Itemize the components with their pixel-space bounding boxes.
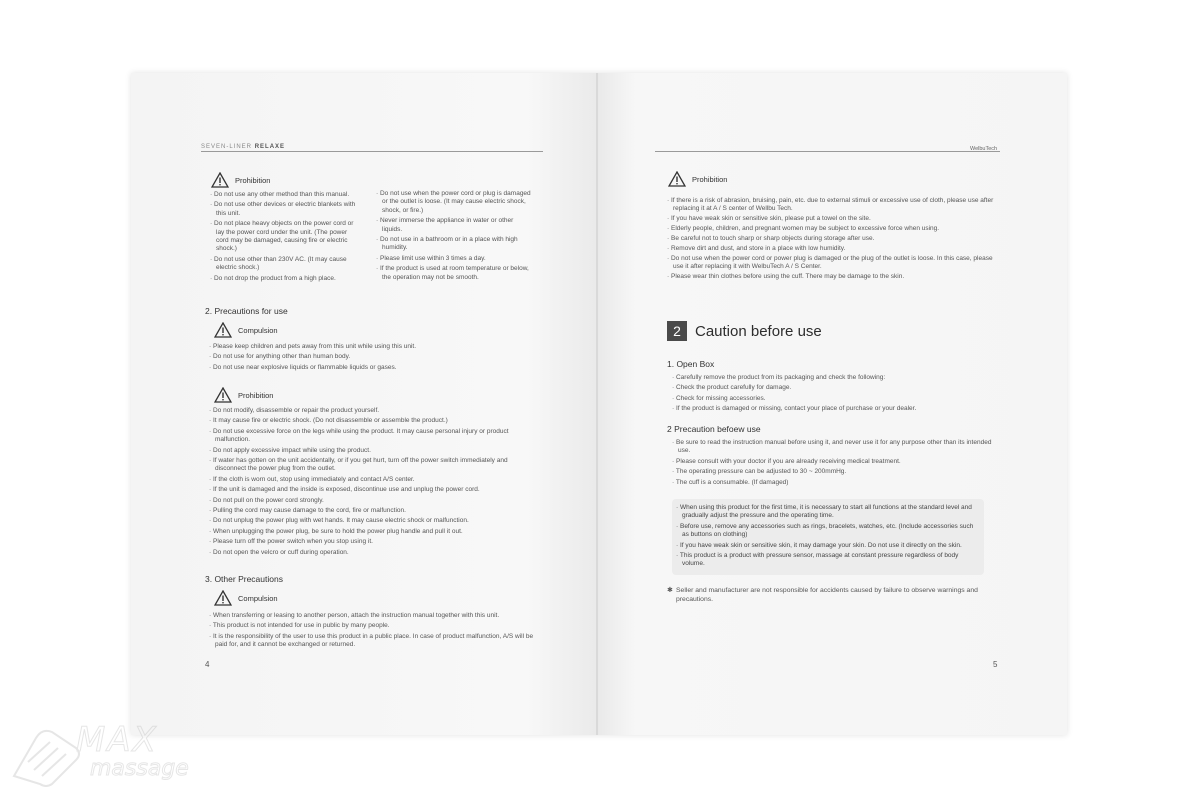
list-item: · If the product is damaged or missing, contact your place of purchase or your dealer. [672,405,1002,413]
list-item: · The cuff is a consumable. (If damaged) [672,479,1002,487]
list-item: · Do not apply excessive impact while using the product. [209,447,539,455]
list-item: · When using this product for the first time, it is necessary to start all functions at the standard level and gradually adjust the pressure and the operating time. [676,504,981,521]
list-item: · Do not use for anything other than human body. [209,353,539,361]
section-title: 2. Precautions for use [205,306,288,316]
list-item: · Check for missing accessories. [672,395,1002,403]
other-precautions-list [209,612,539,652]
list-item: · This product is not intended for use in public by many people. [209,622,539,630]
list-item: · Do not modify, disassemble or repair the product yourself. [209,407,539,415]
list-item: · This product is a product with pressure sensor, massage at constant pressure regardless of body volume. [676,552,981,569]
compulsion-heading: Compulsion [214,322,278,338]
list-item: · Pulling the cord may cause damage to the cord, fire or malfunction. [209,507,539,515]
list-item: · It may cause fire or electric shock. (Do not disassemble or assemble the product.) [209,417,539,425]
list-item: · Be sure to read the instruction manual before using it, and never use it for any purpose other than its intended use. [672,439,1002,456]
prohibition-heading: Prohibition [668,171,727,187]
list-item: · Please limit use within 3 times a day. [376,255,533,263]
list-item: · If you have weak skin or sensitive skin, please put a towel on the site. [667,215,1001,223]
list-item: · Do not use near explosive liquids or flammable liquids or gases. [209,364,539,372]
disclaimer-text: Seller and manufacturer are not responsible for accidents caused by failure to observe warnings and precautions. [676,587,978,603]
list-item: · If the cloth is worn out, stop using immediately and contact A/S center. [209,476,539,484]
list-item: · If you have weak skin or sensitive skin, it may damage your skin. Do not use it directly on the skin. [676,542,981,550]
list-item: · Do not place heavy objects on the power cord or lay the power cord under the unit. (The power cord may be damaged, causing fire or electric shock.) [210,220,358,254]
list-item: · Please turn off the power switch when you stop using it. [209,538,539,546]
list-item: · If there is a risk of abrasion, bruising, pain, etc. due to external stimuli or excessive use of cloth, please use after replacing it at A / S center of Wellbu Tech. [667,197,1001,213]
list-item: · The operating pressure can be adjusted to 30 ~ 200mmHg. [672,468,1002,476]
compulsion-heading: Compulsion [214,590,278,606]
list-item: · Check the product carefully for damage. [672,384,1002,392]
list-item: · If water has gotten on the unit accidentally, or if you get hurt, turn off the power switch immediately and disconnect the power plug from the outlet. [209,457,539,474]
chapter-heading [667,321,822,341]
chapter-number: 2 [667,321,687,341]
list-item: · Please consult with your doctor if you are already receiving medical treatment. [672,458,1002,466]
hand-logo-icon [6,718,86,790]
prohibition-list-b [376,190,533,284]
list-item: · Remove dirt and dust, and store in a place with low humidity. [667,245,1001,253]
brand-logo: SEVEN-LINER RELAXE [201,144,286,150]
list-item: · Do not open the velcro or cuff during operation. [209,549,539,557]
precaution-list [672,439,1002,489]
warning-triangle-icon [668,171,686,187]
list-item: · Do not pull on the power cord strongly. [209,497,539,505]
list-item: · Do not use in a bathroom or in a place with high humidity. [376,236,533,253]
list-item: · Carefully remove the product from its packaging and check the following: [672,374,1002,382]
page-number: 5 [993,660,998,669]
warning-triangle-icon [211,172,229,188]
list-item: · It is the responsibility of the user to use this product in a public place. In case of product malfunction, A/S will be paid for, and it cannot be exchanged or returned. [209,633,539,650]
list-item: · When unplugging the power plug, be sure to hold the power plug handle and pull it out. [209,528,539,536]
left-page [131,73,596,735]
list-item: · Please wear thin clothes before using the cuff. There may be damage to the skin. [667,273,1001,281]
right-page [598,73,1067,735]
header-rule [201,151,543,152]
section-title: 2 Precaution befoew use [667,424,761,434]
disclaimer [667,586,997,604]
prohibition-list [209,407,539,559]
list-item: · Before use, remove any accessories such as rings, bracelets, watches, etc. (Include accessories such as buttons on clothing) [676,523,981,540]
compulsion-list [209,343,539,374]
list-item: · Please keep children and pets away from this unit while using this unit. [209,343,539,351]
list-item: · Do not drop the product from a high place. [210,275,358,283]
list-item: · Do not use other devices or electric blankets with this unit. [210,201,358,218]
chapter-title: Caution before use [695,322,822,340]
list-item: · Do not use when the power cord or power plug is damaged or the plug of the outlet is loose. In this case, please use it after replacing it with WelbuTech A / S Center. [667,255,1001,271]
warning-triangle-icon [214,387,232,403]
page-number: 4 [205,660,210,669]
section-title: 3. Other Precautions [205,574,283,584]
list-item: · Do not use any other method than this manual. [210,191,358,199]
asterisk-icon: ✱ [667,587,673,594]
list-item: · Do not use other than 230V AC. (It may cause electric shock.) [210,256,358,273]
list-item: · When transferring or leasing to another person, attach the instruction manual together with this unit. [209,612,539,620]
list-item: · If the unit is damaged and the inside is exposed, discontinue use and unplug the power cord. [209,486,539,494]
list-item: · Elderly people, children, and pregnant women may be subject to excessive force when using. [667,225,1001,233]
open-booklet [131,73,1067,735]
section-title: 1. Open Box [667,359,715,369]
note-list [676,504,981,571]
list-item: · Do not use excessive force on the legs while using the product. It may cause personal injury or product malfunction. [209,428,539,445]
list-item: · If the product is used at room temperature or below, the operation may not be smooth. [376,265,533,282]
prohibition-list-a [210,191,358,285]
open-box-list [672,374,1002,416]
brand-name: WelbuTech [970,146,998,152]
warning-triangle-icon [214,590,232,606]
list-item: · Never immerse the appliance in water or other liquids. [376,217,533,234]
list-item: · Do not unplug the power plug with wet hands. It may cause electric shock or malfunction. [209,517,539,525]
watermark-text-massage: massage [90,756,189,781]
watermark-text-max: MAX [76,720,158,760]
watermark-logo [6,712,189,792]
prohibition-heading: Prohibition [214,387,273,403]
list-item: · Do not use when the power cord or plug is damaged or the outlet is loose. (It may cause electric shock, shock, or fire.) [376,190,533,215]
prohibition-heading: Prohibition [211,172,270,188]
warning-triangle-icon [214,322,232,338]
prohibition-list [667,197,1001,283]
header-rule [655,151,1000,152]
list-item: · Be careful not to touch sharp or sharp objects during storage after use. [667,235,1001,243]
